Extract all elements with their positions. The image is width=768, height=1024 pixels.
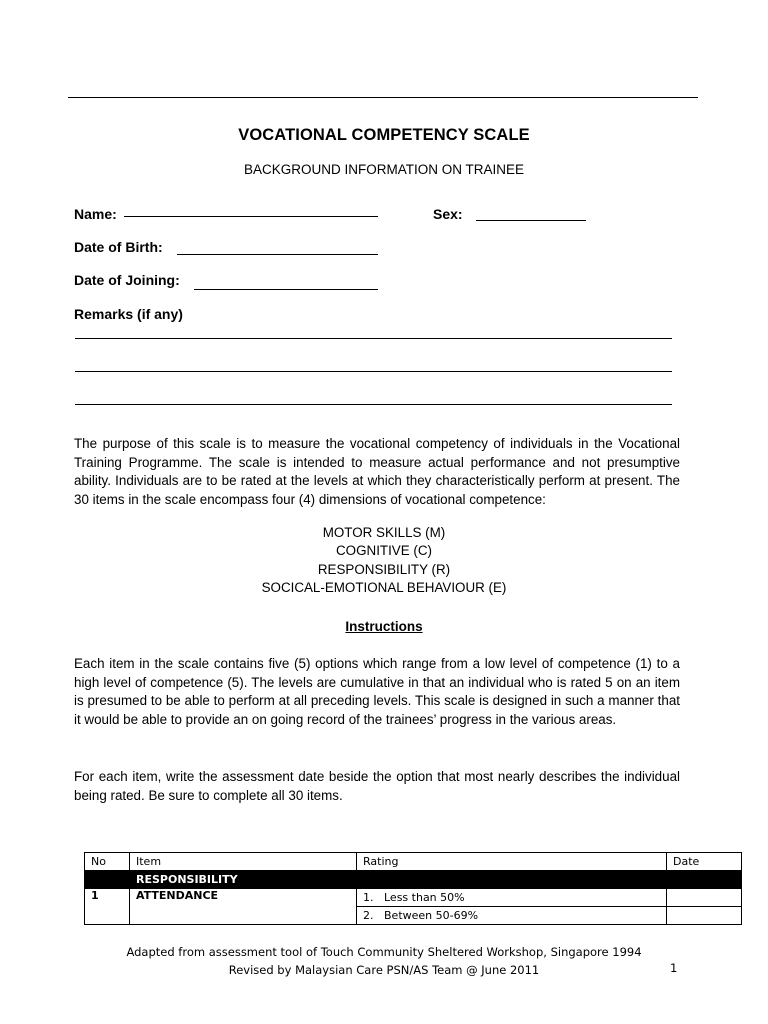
name-label: Name: — [74, 206, 117, 222]
item-number: 1 — [85, 889, 130, 925]
dimensions-list — [0, 524, 768, 598]
table-row — [85, 889, 742, 907]
section-cell-blank — [357, 871, 667, 889]
section-row — [85, 871, 742, 889]
dob-field[interactable] — [177, 254, 378, 255]
section-title: RESPONSIBILITY — [130, 871, 357, 889]
option-text: Less than 50% — [384, 891, 465, 904]
col-header-item: Item — [130, 853, 357, 871]
rating-option — [357, 889, 667, 907]
dimension-item: RESPONSIBILITY (R) — [317, 561, 451, 577]
sex-field[interactable] — [476, 220, 586, 221]
sex-label: Sex: — [433, 206, 463, 222]
rating-option — [357, 907, 667, 925]
dimension-item: COGNITIVE (C) — [336, 543, 432, 559]
footer-line: Revised by Malaysian Care PSN/AS Team @ June 2011 — [228, 963, 540, 977]
section-cell-blank — [85, 871, 130, 889]
dob-label: Date of Birth: — [74, 239, 163, 255]
option-text: Between 50-69% — [384, 909, 479, 922]
page-number: 1 — [670, 961, 678, 975]
joining-label: Date of Joining: — [74, 272, 180, 288]
table-header-row — [85, 853, 742, 871]
footer — [0, 943, 768, 979]
col-header-rating: Rating — [357, 853, 667, 871]
instructions-paragraph: For each item, write the assessment date beside the option that most nearly describes the individual being rated. Be sure to complete all 30 items. — [74, 769, 680, 803]
item-name: ATTENDANCE — [130, 889, 357, 925]
date-cell[interactable] — [667, 889, 742, 907]
instructions-paragraph: Each item in the scale contains five (5) options which range from a low level of competence (1) to a high level of competence (5). The levels are cumulative in that an individual who is rated 5 on an item is presumed to be able to perform at all preceding levels. This scale is designed in such a manner that it would be able to provide an on going record of the trainees’ progress in the various areas. — [74, 656, 680, 727]
option-number: 2. — [363, 909, 374, 922]
document-title: VOCATIONAL COMPETENCY SCALE — [238, 126, 530, 144]
joining-field[interactable] — [194, 289, 378, 290]
dimension-item: SOCICAL-EMOTIONAL BEHAVIOUR (E) — [261, 580, 507, 596]
option-number: 1. — [363, 891, 374, 904]
rating-table — [84, 852, 742, 925]
header-rule — [68, 97, 698, 98]
col-header-no: No — [85, 853, 130, 871]
remarks-line[interactable] — [75, 338, 672, 339]
remarks-line[interactable] — [75, 404, 672, 405]
section-cell-blank — [667, 871, 742, 889]
dimension-item: MOTOR SKILLS (M) — [322, 525, 446, 540]
col-header-date: Date — [667, 853, 742, 871]
footer-line: Adapted from assessment tool of Touch Community Sheltered Workshop, Singapore 1994 — [126, 945, 642, 959]
name-field[interactable] — [124, 216, 378, 217]
remarks-line[interactable] — [75, 371, 672, 372]
date-cell[interactable] — [667, 907, 742, 925]
intro-paragraph: The purpose of this scale is to measure the vocational competency of individuals in the Vocational Training Programme. The scale is intended to measure actual performance and not presumptive ability. Individuals are to be rated at the levels at which they characteristically perform at present. The 30 items in the scale encompass four (4) dimensions of vocational competence: — [74, 436, 680, 507]
instructions-heading: Instructions — [345, 619, 423, 634]
document-subtitle: BACKGROUND INFORMATION ON TRAINEE — [243, 162, 525, 177]
remarks-label: Remarks (if any) — [74, 306, 183, 322]
